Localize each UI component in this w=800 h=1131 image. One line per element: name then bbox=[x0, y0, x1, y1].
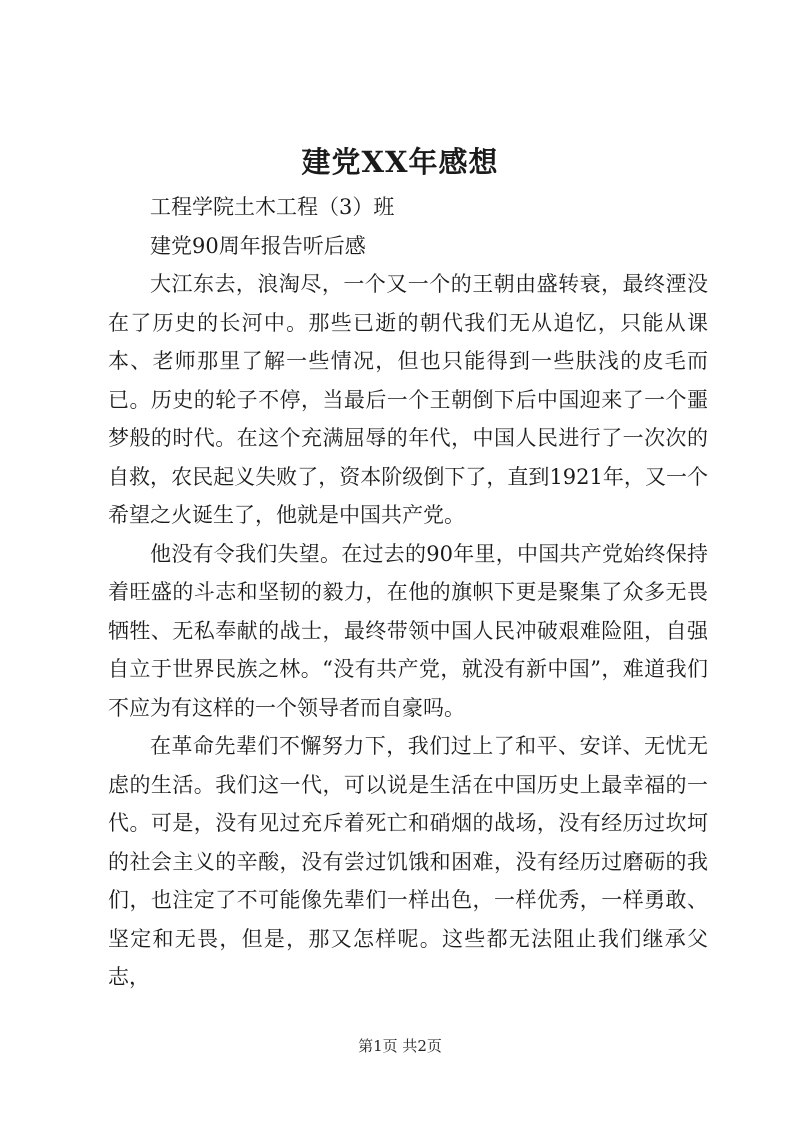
page-number-footer: 第1页 共2页 bbox=[358, 1037, 442, 1055]
body-paragraph: 在革命先辈们不懈努力下，我们过上了和平、安详、无忧无虑的生活。我们这一代，可以说是生活在中国历史上最幸福的一代。可是，没有见过充斥着死亡和硝烟的战场，没有经历过坎坷的社会主义的辛酸，没有尝过饥饿和困难，没有经历过磨砺的我们，也注定了不可能像先辈们一样出色，一样优秀，一样勇敢、坚定和无畏，但是，那又怎样呢。这些都无法阻止我们继承父志， bbox=[108, 734, 708, 989]
class-info-line: 工程学院土木工程（3）班 bbox=[150, 195, 395, 219]
document-title: 建党XX年感想 bbox=[301, 145, 499, 179]
body-paragraph: 大江东去，浪淘尽，一个又一个的王朝由盛转衰，最终湮没在了历史的长河中。那些已逝的朝代我们无从追忆，只能从课本、老师那里了解一些情况，但也只能得到一些肤浅的皮毛而已。历史的轮子不停，当最后一个王朝倒下后中国迎来了一个噩梦般的时代。在这个充满屈辱的年代，中国人民进行了一次次的自救，农民起义失败了，资本阶级倒下了，直到1921年，又一个希望之火诞生了，他就是中国共产党。 bbox=[108, 272, 708, 527]
subtitle-line: 建党90周年报告听后感 bbox=[150, 233, 366, 258]
body-paragraph: 他没有令我们失望。在过去的90年里，中国共产党始终保持着旺盛的斗志和坚韧的毅力，在他的旗帜下更是聚集了众多无畏牺牲、无私奉献的战士，最终带领中国人民冲破艰难险阻，自强自立于世界民族之林。“没有共产党，就没有新中国”，难道我们不应为有这样的一个领导者而自豪吗。 bbox=[108, 541, 708, 720]
document-body bbox=[108, 188, 708, 997]
